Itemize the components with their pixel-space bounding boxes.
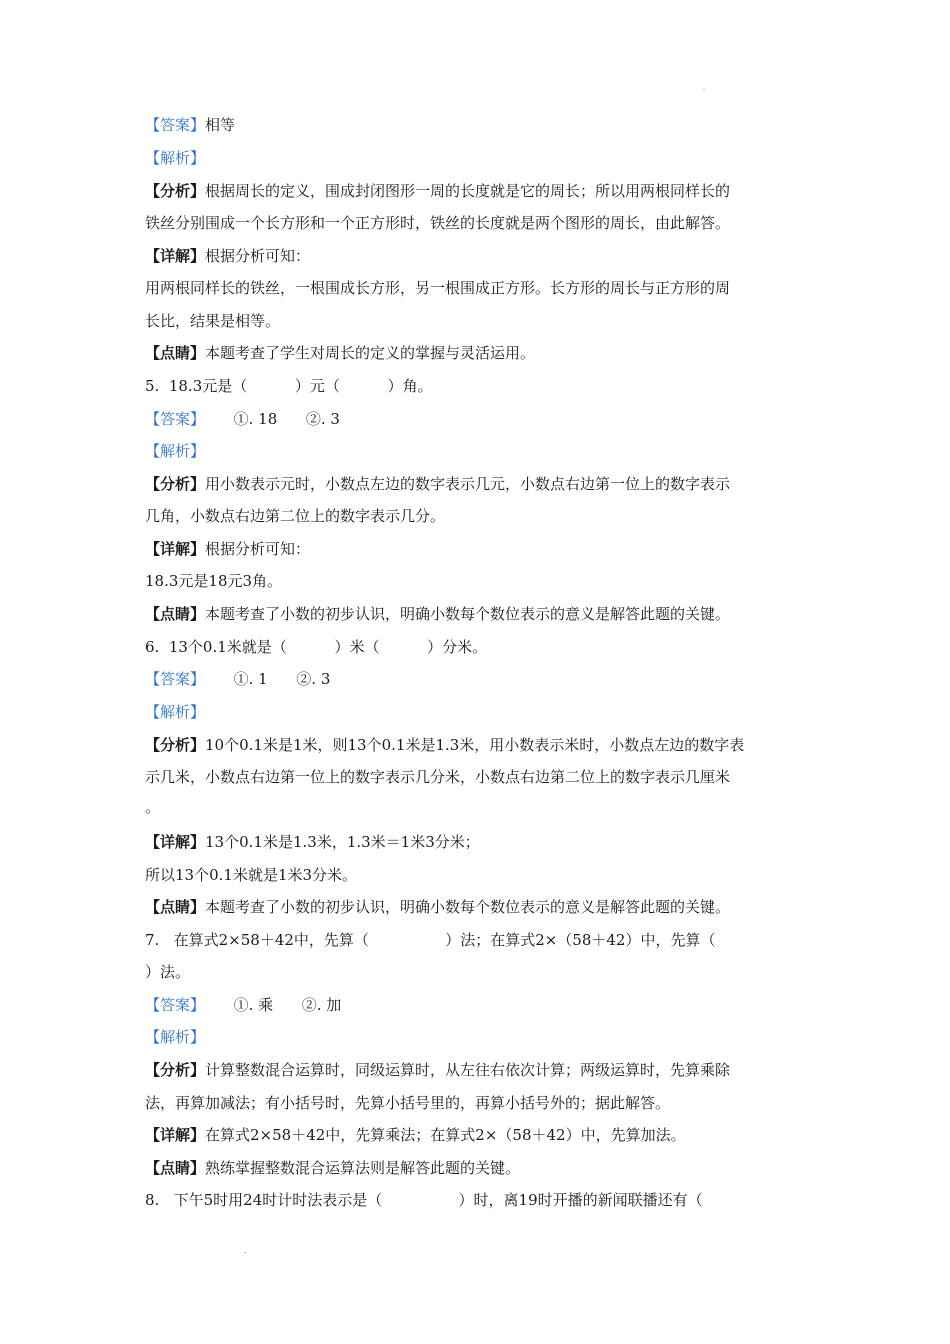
bold-label: 【点睛】	[145, 898, 206, 916]
text-line	[145, 1125, 686, 1145]
line-text: 用小数表示元时，小数点左边的数字表示几元，小数点右边第一位上的数字表示	[205, 475, 731, 493]
bold-label: 【详解】	[145, 833, 206, 851]
text-line	[145, 832, 480, 852]
text-line	[145, 962, 190, 982]
text-line	[145, 506, 445, 526]
bold-label: 【分析】	[145, 736, 206, 754]
bold-label: 【分析】	[145, 1061, 206, 1079]
line-text: 根据分析可知：	[205, 247, 311, 265]
bold-label: 【点睛】	[145, 1159, 206, 1177]
line-text: 本题考查了小数的初步认识，明确小数每个数位表示的意义是解答此题的关键。	[205, 605, 731, 623]
text-line	[145, 571, 282, 591]
line-text: 铁丝分别围成一个长方形和一个正方形时，铁丝的长度就是两个图形的周长，由此解答。	[145, 214, 731, 232]
text-line	[145, 539, 310, 559]
text-line	[145, 278, 730, 298]
text-line	[145, 441, 205, 461]
line-text: 10个0.1米是1米，则13个0.1米是1.3米，用小数表示米时，小数点左边的数字表	[205, 736, 745, 754]
line-text: 相等	[205, 116, 236, 134]
text-line	[145, 474, 730, 494]
section-tag: 【答案】	[145, 996, 206, 1014]
text-line	[145, 1190, 703, 1210]
text-line	[145, 1093, 670, 1113]
bold-label: 【详解】	[145, 1126, 206, 1144]
text-line	[145, 343, 535, 363]
line-text: 根据分析可知：	[205, 540, 311, 558]
text-line	[145, 148, 205, 168]
text-line	[145, 735, 744, 755]
line-text: 6. 13个0.1米就是（ ）米（ ）分米。	[145, 638, 488, 656]
text-line	[145, 702, 205, 722]
text-line	[145, 767, 730, 787]
section-tag: 【解析】	[145, 442, 206, 460]
line-text: ①. 乘 ②. 加	[205, 996, 342, 1014]
section-tag: 【答案】	[145, 410, 206, 428]
section-tag: 【解析】	[145, 1028, 206, 1046]
text-line	[145, 115, 235, 135]
line-text: 几角，小数点右边第二位上的数字表示几分。	[145, 507, 446, 525]
line-text: 计算整数混合运算时，同级运算时，从左往右依次计算；两级运算时，先算乘除	[205, 1061, 731, 1079]
bold-label: 【详解】	[145, 540, 206, 558]
line-text: 本题考查了小数的初步认识，明确小数每个数位表示的意义是解答此题的关键。	[205, 898, 731, 916]
line-text: 13个0.1米是1.3米，1.3米＝1米3分米；	[205, 833, 480, 851]
text-line	[145, 637, 487, 657]
text-line	[145, 1060, 730, 1080]
line-text: 在算式2×58＋42中，先算乘法；在算式2×（58＋42）中，先算加法。	[205, 1126, 686, 1144]
line-text: 用两根同样长的铁丝，一根围成长方形，另一根围成正方形。长方形的周长与正方形的周	[145, 279, 731, 297]
text-line	[145, 376, 433, 396]
section-tag: 【解析】	[145, 703, 206, 721]
text-line	[145, 797, 160, 817]
text-line	[145, 181, 730, 201]
text-line	[145, 930, 715, 950]
text-line	[145, 604, 730, 624]
text-line	[145, 311, 280, 331]
line-text: 示几米，小数点右边第一位上的数字表示几分米，小数点右边第二位上的数字表示几厘米	[145, 768, 731, 786]
bold-label: 【点睛】	[145, 605, 206, 623]
line-text: 5. 18.3元是（ ）元（ ）角。	[145, 377, 433, 395]
line-text: ①. 1 ②. 3	[205, 670, 331, 688]
line-text: 根据周长的定义，围成封闭图形一周的长度就是它的周长；所以用两根同样长的	[205, 182, 731, 200]
text-line	[145, 865, 357, 885]
line-text: 18.3元是18元3角。	[145, 572, 283, 590]
bold-label: 【点睛】	[145, 344, 206, 362]
text-line	[145, 669, 330, 689]
line-text: 熟练掌握整数混合运算法则是解答此题的关键。	[205, 1159, 521, 1177]
text-line	[145, 1027, 205, 1047]
text-line	[145, 409, 340, 429]
line-text: 所以13个0.1米就是1米3分米。	[145, 866, 358, 884]
text-line	[145, 213, 730, 233]
text-line	[145, 246, 310, 266]
bold-label: 【详解】	[145, 247, 206, 265]
line-text: 法，再算加减法；有小括号时，先算小括号里的，再算小括号外的；据此解答。	[145, 1094, 671, 1112]
line-text: ）法。	[145, 963, 191, 981]
line-text: 8. 下午5时用24时计时法表示是（ ）时，离19时开播的新闻联播还有（	[145, 1191, 703, 1209]
line-text: ①. 18 ②. 3	[205, 410, 340, 428]
line-text: 本题考查了学生对周长的定义的掌握与灵活运用。	[205, 344, 536, 362]
text-line	[145, 897, 730, 917]
scan-mark	[244, 1252, 246, 1253]
scan-mark	[703, 89, 705, 90]
text-line	[145, 995, 341, 1015]
bold-label: 【分析】	[145, 182, 206, 200]
line-text: 。	[145, 798, 161, 816]
line-text: 长比，结果是相等。	[145, 312, 281, 330]
bold-label: 【分析】	[145, 475, 206, 493]
section-tag: 【解析】	[145, 149, 206, 167]
section-tag: 【答案】	[145, 116, 206, 134]
text-line	[145, 1158, 520, 1178]
line-text: 7. 在算式2×58＋42中，先算（ ）法；在算式2×（58＋42）中，先算（	[145, 931, 716, 949]
section-tag: 【答案】	[145, 670, 206, 688]
